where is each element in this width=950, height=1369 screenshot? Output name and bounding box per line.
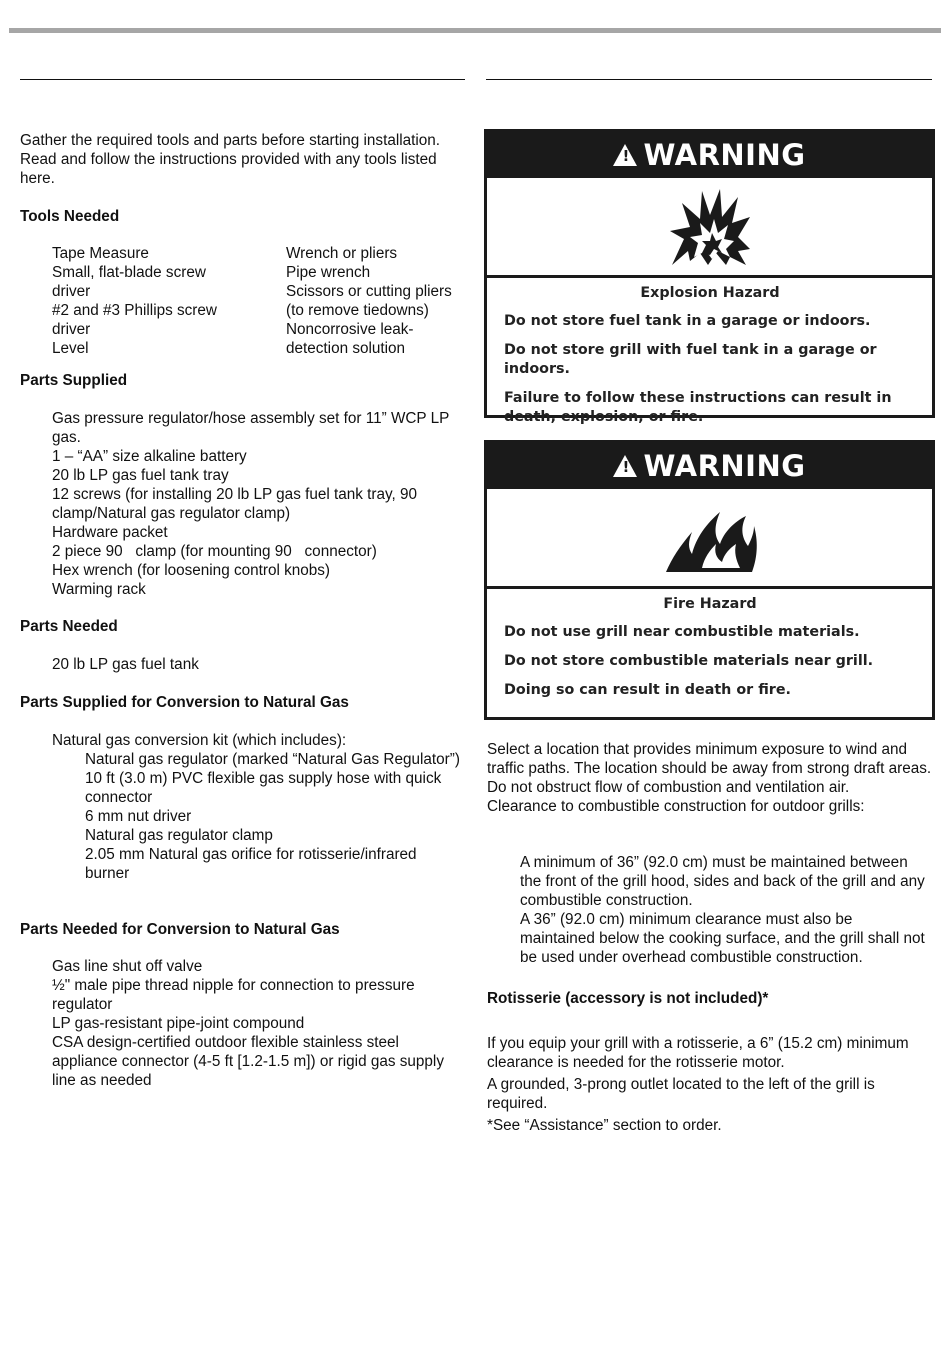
list-item: Small, flat-blade screw (52, 264, 206, 281)
warning-body (487, 278, 932, 437)
list-item: driver (52, 283, 91, 300)
list-item: 10 ft (3.0 m) PVC flexible gas supply hose with quick connector (85, 770, 442, 806)
paragraph: *See “Assistance” section to order. (487, 1117, 722, 1134)
parts-needed-heading: Parts Needed (20, 618, 118, 635)
warning-line: Do not use grill near combustible materials. (504, 624, 860, 640)
list-item: Pipe wrench (286, 264, 371, 281)
warning-header (487, 443, 932, 489)
warning-label: WARNING (643, 137, 806, 172)
warning-line: Do not store combustible materials near grill. (504, 653, 874, 669)
list-item: 2 piece 90 clamp (for mounting 90 connector) (52, 543, 377, 560)
warning-line: Do not store fuel tank in a garage or indoors. (504, 313, 871, 329)
warning-line: Doing so can result in death or fire. (504, 682, 791, 698)
warning-icon-area (487, 178, 932, 278)
conversion-supplied-heading: Parts Supplied for Conversion to Natural Gas (20, 694, 349, 711)
parts-supplied-heading: Parts Supplied (20, 372, 128, 389)
warning-line: Do not store grill with fuel tank in a garage or indoors. (504, 342, 877, 377)
list-item: Warming rack (52, 581, 146, 598)
list-item: Level (52, 340, 89, 357)
list-item: Wrench or pliers (286, 245, 398, 262)
list-item: 2.05 mm Natural gas orifice for rotisserie/infrared burner (85, 846, 417, 882)
list-item: LP gas-resistant pipe-joint compound (52, 1015, 305, 1032)
parts-supplied-list (52, 409, 457, 599)
warning-triangle-icon: ! (613, 144, 637, 166)
conversion-needed-heading: Parts Needed for Conversion to Natural Gas (20, 921, 340, 938)
list-item: CSA design-certified outdoor flexible stainless steel appliance connector (4-5 ft [1.2-1.5 m]) or rigid gas supply line as needed (52, 1034, 444, 1089)
right-column-rule (486, 79, 932, 80)
list-item: #2 and #3 Phillips screw (52, 302, 217, 319)
tools-list-col2 (286, 244, 452, 358)
hazard-title: Fire Hazard (663, 596, 757, 612)
paragraph: A grounded, 3-prong outlet located to the left of the grill is required. (487, 1076, 875, 1112)
list-item: Natural gas regulator (marked “Natural Gas Regulator”) (85, 751, 460, 768)
list-item: Noncorrosive leak- (286, 321, 414, 338)
list-item: Gas line shut off valve (52, 958, 203, 975)
tools-list-col1 (52, 244, 217, 358)
top-rule (9, 28, 941, 33)
list-item: 1 – “AA” size alkaline battery (52, 448, 247, 465)
list-item: A 36” (92.0 cm) minimum clearance must also be maintained below the cooking surface, and the grill shall not be used under overhead combustible construction. (520, 911, 925, 966)
warning-icon-area (487, 489, 932, 589)
paragraph: If you equip your grill with a rotisserie, a 6” (15.2 cm) minimum clearance is needed for the rotisserie motor. (487, 1035, 909, 1071)
conversion-needed-list (52, 957, 464, 1090)
left-column-rule (20, 79, 465, 80)
explosion-icon (668, 187, 752, 267)
warning-label: WARNING (643, 448, 806, 483)
conversion-items-list (85, 750, 460, 883)
list-item: 12 screws (for installing 20 lb LP gas fuel tank tray, 90 clamp/Natural gas regulator clamp) (52, 486, 418, 522)
tools-heading: Tools Needed (20, 208, 120, 225)
fire-icon (662, 502, 758, 574)
list-item: detection solution (286, 340, 406, 357)
list-item: Hex wrench (for loosening control knobs) (52, 562, 331, 579)
list-item: Natural gas regulator clamp (85, 827, 273, 844)
intro-text: Gather the required tools and parts before starting installation. Read and follow the instructions provided with any tools listed here. (20, 132, 441, 187)
conversion-kit-label: Natural gas conversion kit (which includes): (52, 732, 347, 749)
paragraph: Select a location that provides minimum exposure to wind and traffic paths. The location should be away from strong draft areas. (487, 741, 932, 777)
warning-body (487, 589, 932, 710)
list-item: Hardware packet (52, 524, 168, 541)
list-item: Scissors or cutting pliers (286, 283, 452, 300)
location-text (487, 740, 937, 816)
warning-header (487, 132, 932, 178)
fire-warning-box (484, 440, 935, 720)
list-item: A minimum of 36” (92.0 cm) must be maintained between the front of the grill hood, sides and back of the grill and any combustible construction. (520, 854, 925, 909)
list-item: driver (52, 321, 91, 338)
warning-line: Failure to follow these instructions can result in death, explosion, or fire. (504, 390, 892, 425)
list-item: Tape Measure (52, 245, 149, 262)
clearance-list (520, 853, 930, 967)
paragraph: Do not obstruct flow of combustion and ventilation air. (487, 779, 850, 796)
list-item: ½" male pipe thread nipple for connection to pressure regulator (52, 977, 415, 1013)
hazard-title: Explosion Hazard (640, 285, 780, 301)
list-item: 6 mm nut driver (85, 808, 192, 825)
list-item: 20 lb LP gas fuel tank tray (52, 467, 229, 484)
list-item: Gas pressure regulator/hose assembly set for 11” WCP LP gas. (52, 410, 450, 446)
explosion-warning-box (484, 129, 935, 425)
paragraph: Clearance to combustible construction for outdoor grills: (487, 798, 865, 815)
list-item: 20 lb LP gas fuel tank (52, 656, 199, 673)
rotisserie-text (487, 1034, 932, 1135)
list-item: (to remove tiedowns) (286, 302, 429, 319)
warning-triangle-icon: ! (613, 455, 637, 477)
rotisserie-heading: Rotisserie (accessory is not included)* (487, 990, 769, 1007)
